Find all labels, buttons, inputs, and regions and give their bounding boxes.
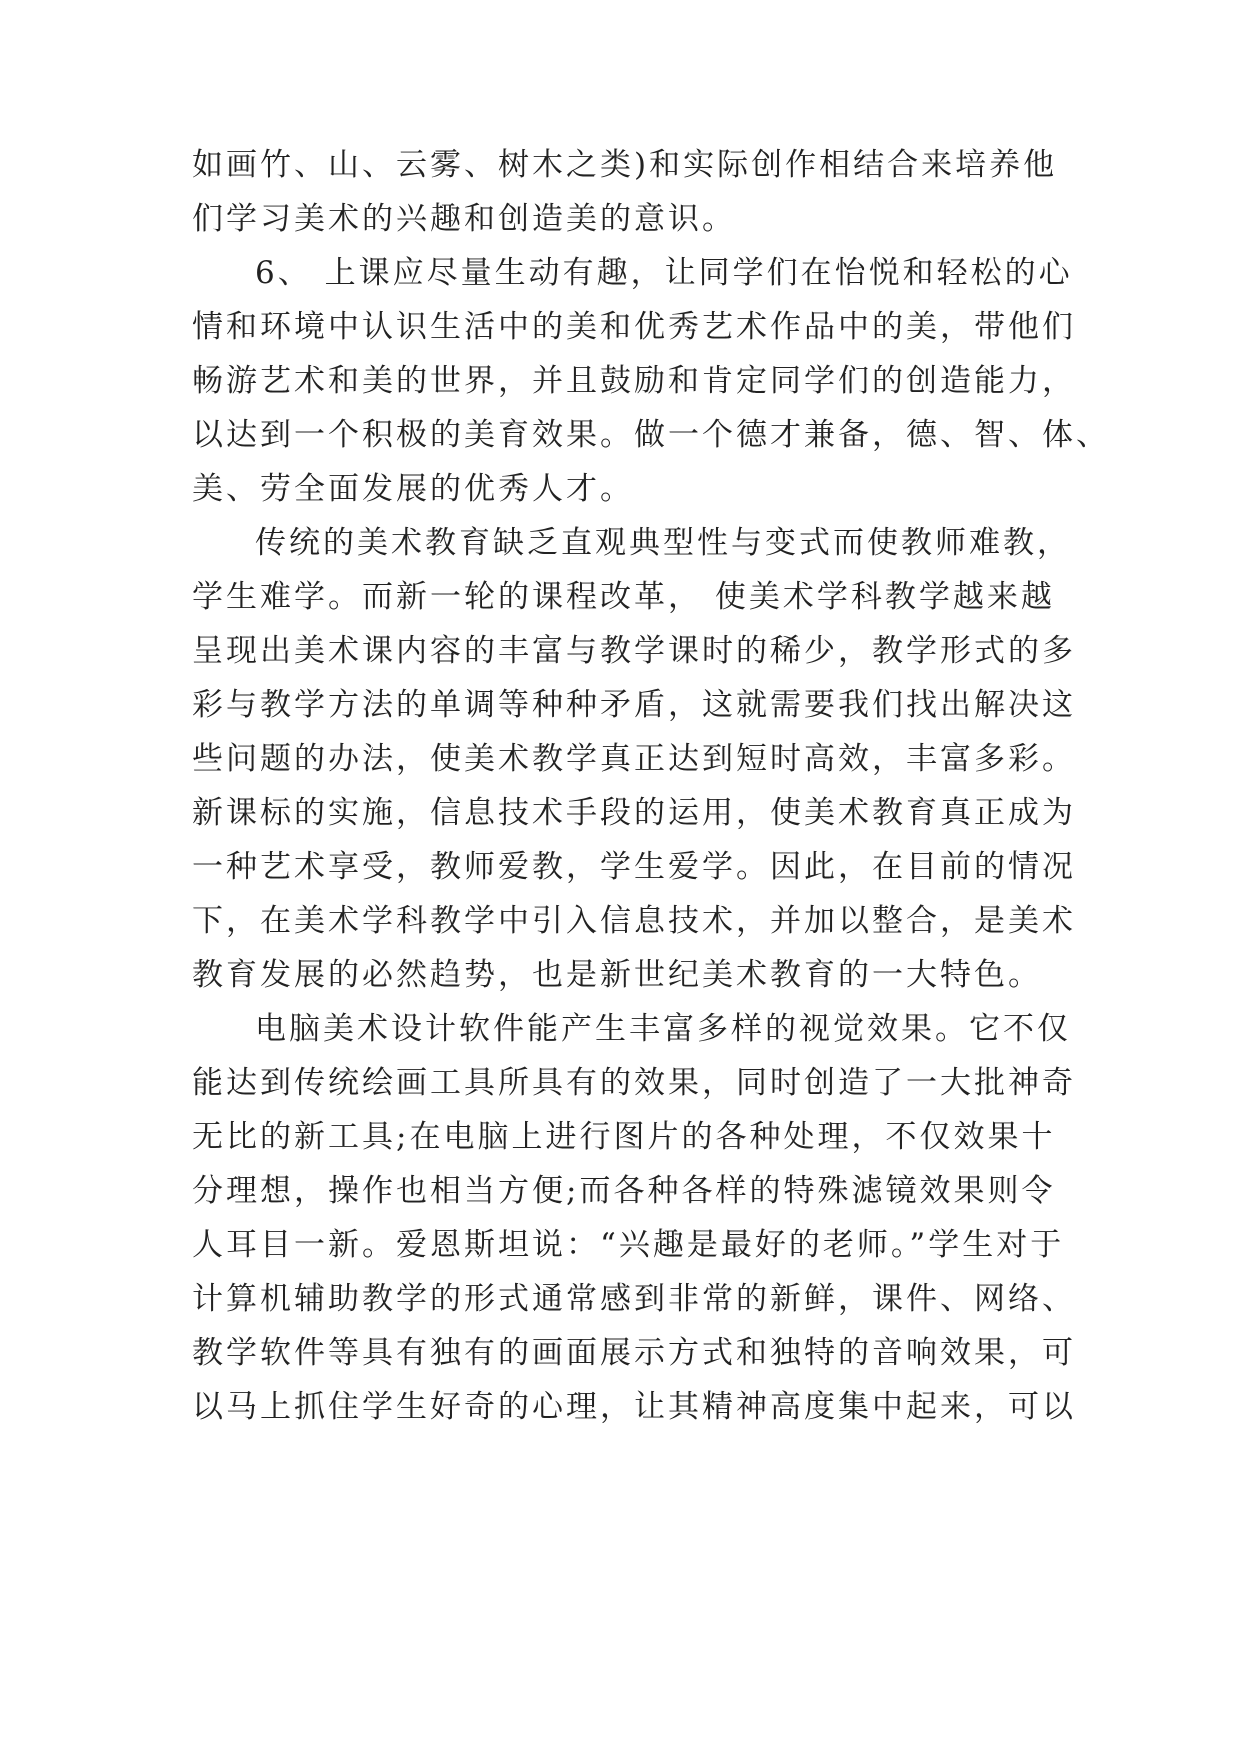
text-line: 以马上抓住学生好奇的心理，让其精神高度集中起来，可以 xyxy=(192,1389,1076,1425)
text-line: 学生难学。而新一轮的课程改革， 使美术学科教学越来越 xyxy=(192,579,1055,615)
text-line: 如画竹、山、云雾、树木之类)和实际创作相结合来培养他 xyxy=(192,147,1058,183)
text-line: 能达到传统绘画工具所具有的效果，同时创造了一大批神奇 xyxy=(192,1065,1076,1101)
text-line: 彩与教学方法的单调等种种矛盾，这就需要我们找出解决这 xyxy=(192,687,1076,723)
text-line: 电脑美术设计软件能产生丰富多样的视觉效果。它不仅 xyxy=(255,1011,1071,1047)
text-line: 计算机辅助教学的形式通常感到非常的新鲜，课件、网络、 xyxy=(192,1281,1076,1317)
text-line: 下，在美术学科教学中引入信息技术，并加以整合，是美术 xyxy=(192,903,1076,939)
text-line: 以达到一个积极的美育效果。做一个德才兼备，德、智、体、 xyxy=(192,417,1110,453)
text-line: 教育发展的必然趋势，也是新世纪美术教育的一大特色。 xyxy=(192,957,1042,993)
text-line: 无比的新工具;在电脑上进行图片的各种处理，不仅效果十 xyxy=(192,1119,1056,1155)
text-line: 分理想，操作也相当方便;而各种各样的特殊滤镜效果则令 xyxy=(192,1173,1056,1209)
text-line: 们学习美术的兴趣和创造美的意识。 xyxy=(192,201,736,237)
text-line: 呈现出美术课内容的丰富与教学课时的稀少，教学形式的多 xyxy=(192,633,1076,669)
text-line: 传统的美术教育缺乏直观典型性与变式而使教师难教， xyxy=(255,525,1071,561)
text-line: 新课标的实施，信息技术手段的运用，使美术教育真正成为 xyxy=(192,795,1076,831)
text-line: 6、 上课应尽量生动有趣，让同学们在怡悦和轻松的心 xyxy=(255,255,1073,291)
text-line: 些问题的办法，使美术教学真正达到短时高效，丰富多彩。 xyxy=(192,741,1076,777)
text-line: 教学软件等具有独有的画面展示方式和独特的音响效果，可 xyxy=(192,1335,1076,1371)
text-line: 情和环境中认识生活中的美和优秀艺术作品中的美，带他们 xyxy=(192,309,1076,345)
text-line: 美、劳全面发展的优秀人才。 xyxy=(192,471,634,507)
text-line: 人耳目一新。爱恩斯坦说：“兴趣是最好的老师。”学生对于 xyxy=(192,1227,1065,1263)
text-line: 一种艺术享受，教师爱教，学生爱学。因此，在目前的情况 xyxy=(192,849,1076,885)
text-line: 畅游艺术和美的世界，并且鼓励和肯定同学们的创造能力， xyxy=(192,363,1076,399)
